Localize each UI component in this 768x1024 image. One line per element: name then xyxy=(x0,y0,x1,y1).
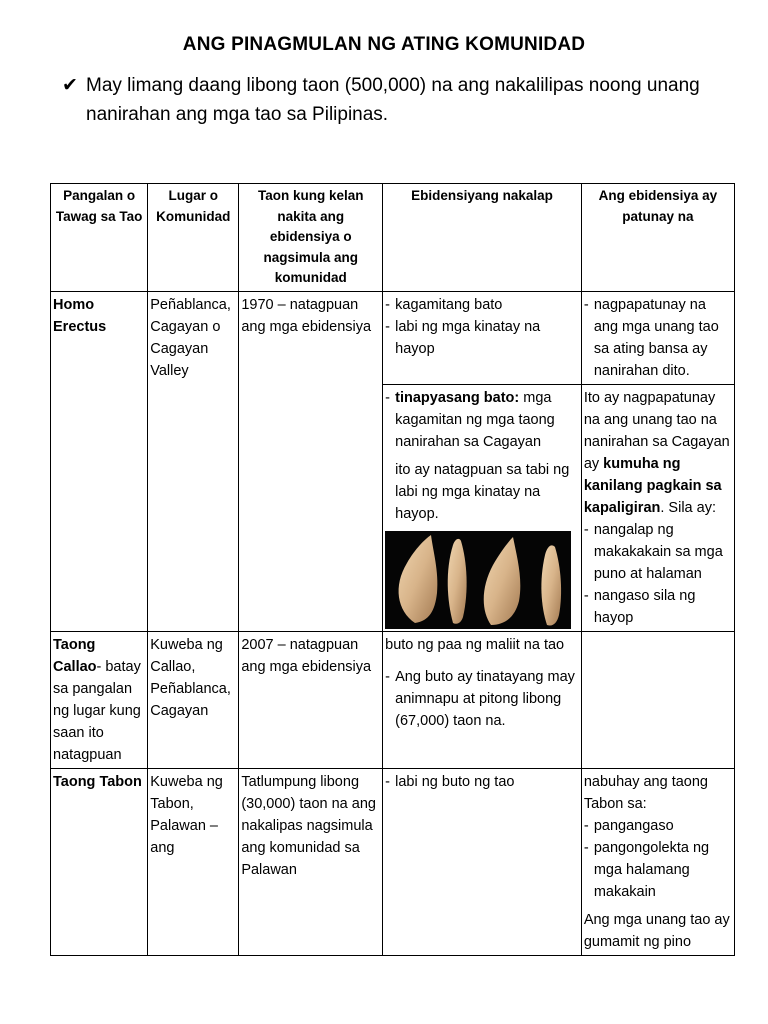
header-name: Pangalan o Tawag sa Tao xyxy=(51,184,148,292)
tabon-proof-tail: Ang mga unang tao ay gumamit ng pino xyxy=(583,911,730,950)
list-item: - kagamitang bato xyxy=(385,296,503,313)
table-header-row xyxy=(51,184,735,292)
stone-tool-4 xyxy=(542,545,562,625)
tabon-proof-intro: nabuhay ang taong Tabon sa: xyxy=(583,773,708,812)
homo-tools-evidence xyxy=(383,384,582,631)
tabon-place: Kuweba ng Tabon, Palawan – ang xyxy=(148,768,239,955)
homo-place: Peñablanca, Cagayan o Cagayan Valley xyxy=(148,291,239,631)
evidence-table xyxy=(50,183,735,956)
callao-place: Kuweba ng Callao, Peñablanca, Cagayan xyxy=(148,631,239,768)
list-item: - pangongolekta ng mga halamang makakain xyxy=(583,839,710,900)
callao-evidence xyxy=(383,631,582,768)
header-year: Taon kung kelan nakita ang ebidensiya o nagsimula ang komunidad xyxy=(239,184,383,292)
stone-tool-1 xyxy=(399,535,438,623)
table-row xyxy=(51,768,735,955)
check-icon: ✔ xyxy=(62,75,78,96)
tinapay-found: ito ay natagpuan sa tabi ng labi ng mga kinatay na hayop. xyxy=(395,461,570,522)
stone-tools-icon xyxy=(385,531,571,629)
table-row xyxy=(51,291,735,384)
homo-name: Homo Erectus xyxy=(51,291,148,631)
list-item: - labi ng mga kinatay na hayop xyxy=(385,318,541,357)
callao-ev1: buto ng paa ng maliit na tao xyxy=(385,636,565,653)
list-item: - nangaso sila ng hayop xyxy=(583,587,696,626)
stone-tool-2 xyxy=(448,538,467,623)
list-item: - tinapyasang bato: mga kagamitan ng mga taong nanirahan sa Cagayan xyxy=(385,389,555,450)
page-title: ANG PINAGMULAN NG ATING KOMUNIDAD xyxy=(182,34,586,55)
tabon-name: Taong Tabon xyxy=(51,768,148,955)
intro-bullet xyxy=(62,71,742,129)
homo-proof xyxy=(581,291,734,384)
tinapay-desc: mga kagamitan ng mga taong nanirahan sa Cagayan xyxy=(395,389,555,450)
tabon-evidence xyxy=(383,768,582,955)
callao-year: 2007 – natagpuan ang mga ebidensiya xyxy=(239,631,383,768)
homo-evidence xyxy=(383,291,582,384)
list-item: - Ang buto ay tinatayang may animnapu at pitong libong (67,000) taon na. xyxy=(385,668,575,729)
table-row xyxy=(51,631,735,768)
stone-tool-3 xyxy=(484,537,521,625)
tinapay-label: tinapyasang bato: xyxy=(395,389,520,406)
homo-year: 1970 – natagpuan ang mga ebidensiya xyxy=(239,291,383,631)
intro-text: May limang daang libong taon (500,000) na ang nakalilipas noong unang nanirahan ang mga tao sa Pilipinas. xyxy=(86,75,700,125)
tabon-year: Tatlumpung libong (30,000) taon na ang nakalipas nagsimula ang komunidad sa Palawan xyxy=(239,768,383,955)
proof2-text: Ito ay nagpapatunay na ang unang tao na nanirahan sa Cagayan ay kumuha ng kanilang pagkain sa kapaligiran. Sila ay: xyxy=(583,389,730,516)
list-item: - labi ng buto ng tao xyxy=(385,773,515,790)
tabon-proof xyxy=(581,768,734,955)
callao-proof xyxy=(581,631,734,768)
callao-name: Taong Callao- batay sa pangalan ng lugar kung saan ito natagpuan xyxy=(51,631,148,768)
list-item: - pangangaso xyxy=(583,817,674,834)
list-item: - nagpapatunay na ang mga unang tao sa ating bansa ay nanirahan dito. xyxy=(583,296,719,379)
header-evidence: Ebidensiyang nakalap xyxy=(383,184,582,292)
header-proof: Ang ebidensiya ay patunay na xyxy=(581,184,734,292)
stone-tools-image xyxy=(385,531,571,629)
header-place: Lugar o Komunidad xyxy=(148,184,239,292)
homo-tools-proof xyxy=(581,384,734,631)
list-item: - nangalap ng makakakain sa mga puno at halaman xyxy=(583,521,723,582)
